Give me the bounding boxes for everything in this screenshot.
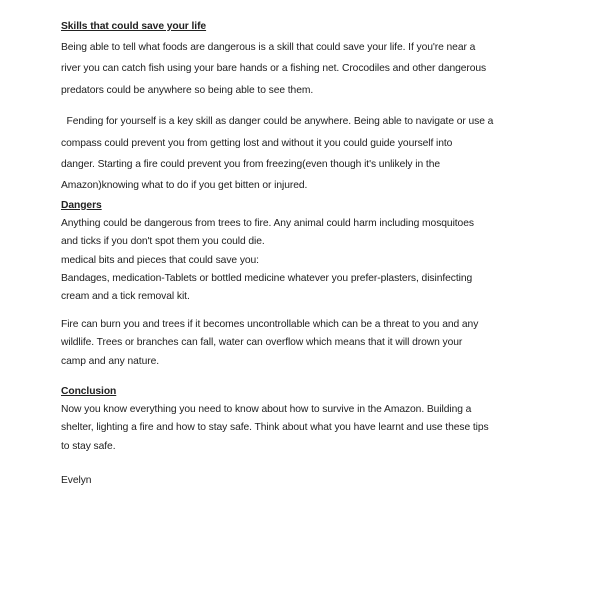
paragraph-fire [61,316,571,371]
text-line: camp and any nature. [61,355,160,367]
signature [61,472,571,490]
text-line: Bandages, medication-Tablets or bottled medicine whatever you prefer-plasters, disinfecting [61,272,473,284]
section-dangers [61,197,571,307]
text-line: compass could prevent you from getting lost and without it you could guide yourself into [61,137,453,149]
text-line: to stay safe. [61,440,116,452]
document-content [61,0,571,490]
section-skills [61,16,571,101]
text-line: Now you know everything you need to know about how to survive in the Amazon. Building a [61,404,472,416]
section-conclusion [61,383,571,456]
section-heading-dangers: Dangers [61,199,102,211]
text-line: Fending for yourself is a key skill as danger could be anywhere. Being able to navigate or use a [61,116,494,128]
text-line: predators could be anywhere so being able to see them. [61,84,314,96]
text-line: Amazon)knowing what to do if you get bitten or injured. [61,180,308,192]
text-line: Anything could be dangerous from trees to fire. Any animal could harm including mosquitoes [61,217,474,229]
text-line: Fire can burn you and trees if it becomes uncontrollable which can be a threat to you and any [61,318,479,330]
text-line: danger. Starting a fire could prevent you from freezing(even though it's unlikely in the [61,158,440,170]
section-heading-conclusion: Conclusion [61,385,117,397]
text-line: Being able to tell what foods are dangerous is a skill that could save your life. If you're near a [61,41,476,53]
text-line: river you can catch fish using your bare hands or a fishing net. Crocodiles and other dangerous [61,63,487,75]
signature-name: Evelyn [61,474,92,486]
text-line: medical bits and pieces that could save you: [61,254,259,266]
text-line: cream and a tick removal kit. [61,291,190,303]
text-line: wildlife. Trees or branches can fall, water can overflow which means that it will drown your [61,337,463,349]
paragraph-fending [61,111,571,196]
section-heading-skills: Skills that could save your life [61,20,207,32]
text-line: and ticks if you don't spot them you could die. [61,236,265,248]
text-line: shelter, lighting a fire and how to stay safe. Think about what you have learnt and use these tips [61,422,489,434]
